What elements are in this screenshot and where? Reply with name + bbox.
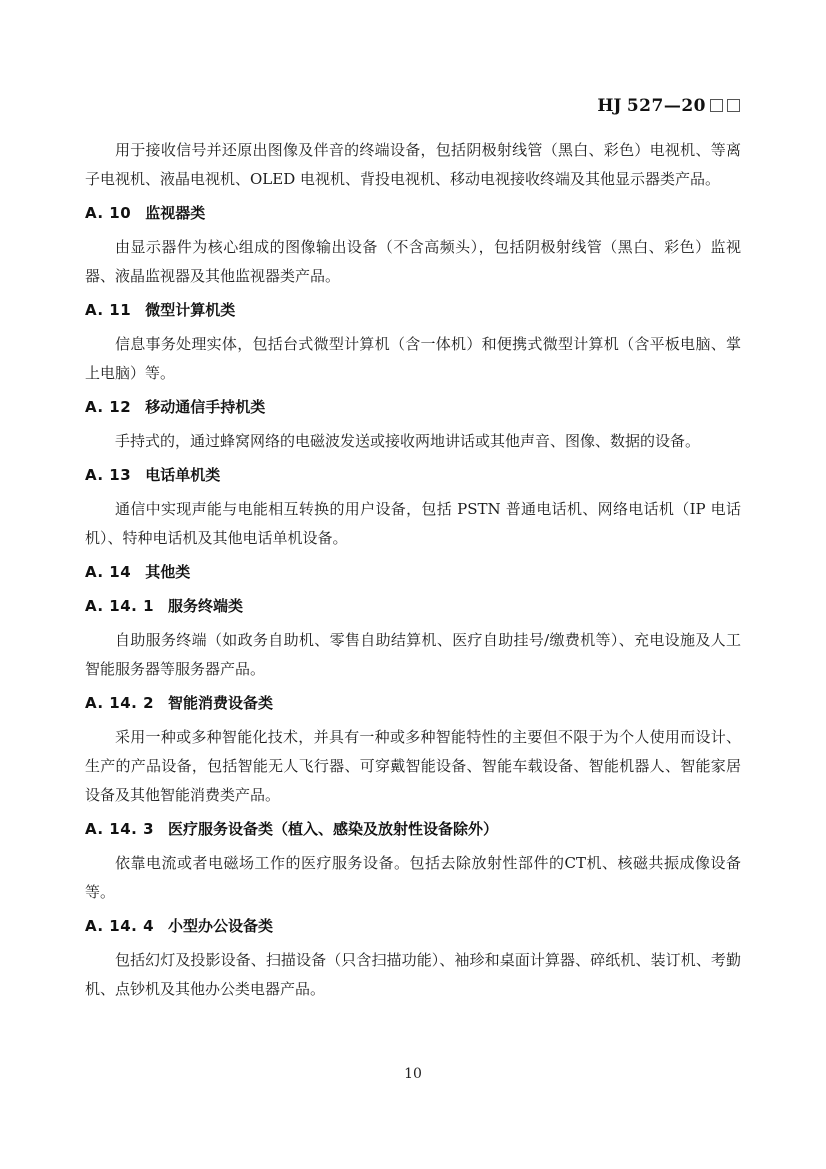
year-placeholder-box [727,99,740,112]
year-boxes [706,96,740,116]
section-paragraph-a14-1: 自助服务终端（如政务自助机、零售自助结算机、医疗自助挂号/缴费机等）、充电设施及人工智能服务器等服务器产品。 [85,631,741,678]
section-title: 监视器类 [145,204,206,222]
section-number: A. 12 [85,398,132,416]
section-title: 移动通信手持机类 [145,398,266,416]
section-title: 医疗服务设备类（植入、感染及放射性设备除外） [168,820,499,838]
section-heading-a14-2 [85,689,741,718]
section-number: A. 13 [85,466,132,484]
doc-code-prefix: HJ [597,96,622,116]
section-heading-a14 [85,558,741,587]
year-placeholder-box [710,99,723,112]
section-paragraph-a13: 通信中实现声能与电能相互转换的用户设备，包括 PSTN 普通电话机、网络电话机（IP 电话机）、特种电话机及其他电话单机设备。 [85,500,741,547]
section-number: A. 10 [85,204,132,222]
section-heading-a10 [85,199,741,228]
doc-code-number: 527—20 [626,96,706,116]
section-number: A. 14. 1 [85,597,155,615]
section-title: 电话单机类 [145,466,221,484]
section-number: A. 14. 4 [85,917,155,935]
section-number: A. 14. 3 [85,820,155,838]
doc-code-header [597,95,740,117]
section-number: A. 14 [85,563,132,581]
section-heading-a13 [85,461,741,490]
page-number: 10 [404,1066,422,1082]
section-title: 智能消费设备类 [168,694,274,712]
section-title: 其他类 [145,563,191,581]
section-paragraph-a12: 手持式的，通过蜂窝网络的电磁波发送或接收两地讲话或其他声音、图像、数据的设备。 [115,432,701,450]
section-title: 微型计算机类 [145,301,236,319]
section-paragraph-a10: 由显示器件为核心组成的图像输出设备（不含高频头），包括阴极射线管（黑白、彩色）监视器、液晶监视器及其他监视器类产品。 [85,238,741,285]
section-title: 服务终端类 [168,597,244,615]
section-title: 小型办公设备类 [168,917,274,935]
section-heading-a14-4 [85,912,741,941]
section-paragraph-a11: 信息事务处理实体，包括台式微型计算机（含一体机）和便携式微型计算机（含平板电脑、掌上电脑）等。 [85,335,741,382]
section-heading-a14-1 [85,592,741,621]
section-paragraph-a14-3: 依靠电流或者电磁场工作的医疗服务设备。包括去除放射性部件的CT机、核磁共振成像设备等。 [85,854,741,901]
section-number: A. 11 [85,301,132,319]
section-heading-a14-3 [85,815,741,844]
section-paragraph-a14-4: 包括幻灯及投影设备、扫描设备（只含扫描功能）、袖珍和桌面计算器、碎纸机、装订机、考勤机、点钞机及其他办公类电器产品。 [85,951,741,998]
section-number: A. 14. 2 [85,694,155,712]
document-body [85,131,741,1009]
section-heading-a11 [85,296,741,325]
section-heading-a12 [85,393,741,422]
intro-paragraph: 用于接收信号并还原出图像及伴音的终端设备，包括阴极射线管（黑白、彩色）电视机、等离子电视机、液晶电视机、OLED 电视机、背投电视机、移动电视接收终端及其他显示器类产品。 [85,141,741,188]
section-paragraph-a14-2: 采用一种或多种智能化技术，并具有一种或多种智能特性的主要但不限于为个人使用而设计、生产的产品设备，包括智能无人飞行器、可穿戴智能设备、智能车载设备、智能机器人、智能家居设备及其他智能消费类产品。 [85,728,741,804]
